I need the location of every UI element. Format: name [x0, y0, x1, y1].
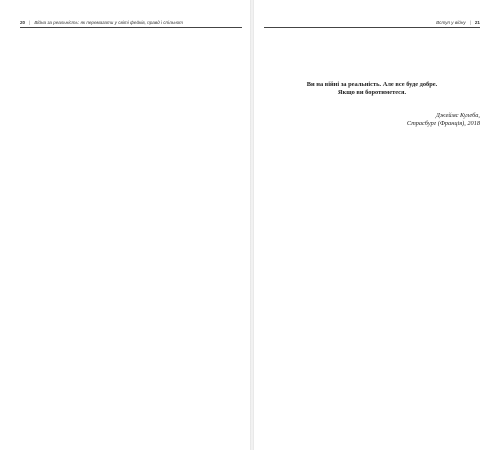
signature-place-date: Страсбург (Франція), 2018	[406, 119, 480, 127]
right-page-number: 21	[474, 20, 480, 25]
section-title: Вступ у війну	[436, 20, 466, 25]
running-head-separator: |	[29, 20, 31, 25]
left-paragraph-4	[20, 63, 242, 71]
left-closing-line-1	[20, 90, 242, 98]
left-paragraph-5	[20, 72, 242, 80]
running-head-separator: |	[469, 20, 471, 25]
right-running-head	[264, 20, 480, 28]
left-running-head	[20, 20, 242, 28]
left-closing-line-2	[20, 98, 242, 106]
right-paragraph-1	[264, 36, 480, 44]
left-paragraph-3	[20, 54, 242, 62]
left-page-number: 20	[20, 20, 26, 25]
signature-name: Джеймс Кулеба,	[435, 111, 480, 119]
right-page	[252, 0, 500, 450]
right-paragraph-5	[264, 72, 480, 80]
left-paragraph-2	[20, 45, 242, 53]
right-paragraph-3	[264, 54, 480, 62]
right-bold-line-2: Якщо ви боротиметеся.	[337, 89, 407, 97]
right-paragraph-4	[264, 63, 480, 71]
left-paragraph-6	[20, 81, 242, 89]
author-signature	[264, 112, 480, 128]
book-title: Війна за реальність: як перемагати у світі фейків, правд і спільнот	[34, 20, 183, 25]
left-paragraph-1	[20, 36, 242, 44]
right-bold-line-1: Ви на війні за реальність. Але все буде добре.	[306, 81, 438, 88]
right-paragraph-2	[264, 45, 480, 53]
